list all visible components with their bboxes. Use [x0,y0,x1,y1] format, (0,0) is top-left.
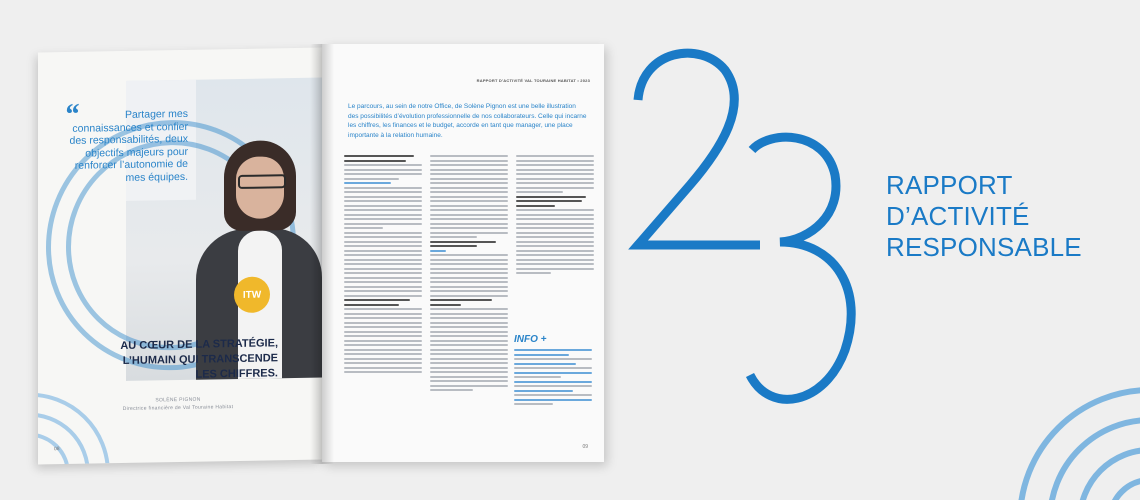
magazine-spread [38,42,606,470]
intro-paragraph: Le parcours, au sein de notre Office, de Solène Pignon est une belle illustration des possibilités d’évolution professionnelle de nos collaborateurs. Celle qui incarne les chiffres, les finances et le budget, accorde en tant que manager, une place importante à la relation humaine. [348,103,587,139]
person-role: Directrice financière de Val Touraine Habitat [122,404,234,413]
magazine-left-page [38,48,322,465]
itw-badge: ITW [234,276,270,313]
quote-mark-icon: “ [64,97,79,132]
report-title-line-3: RESPONSABLE [886,232,1082,262]
text-column-1 [344,154,422,376]
year-23-svg [620,30,880,450]
running-head: RAPPORT D’ACTIVITÉ VAL TOURAINE HABITAT • 2023 [476,78,590,83]
person-caption [78,394,278,413]
heading-line-2: L’HUMAIN QUI TRANSCENDE [122,352,278,367]
text-column-2 [430,154,508,394]
heading-line-1: AU CŒUR DE LA STRATÉGIE, [120,337,278,353]
year-23-graphic [620,30,880,450]
interview-heading [78,336,278,384]
heading-line-3: LES CHIFFRES. [195,367,278,381]
left-page-number: 08 [54,446,60,453]
info-box [514,334,596,454]
person-name: SOLÈNE PIGNON [155,396,201,404]
right-page-number: 09 [582,444,588,450]
info-title: INFO + [514,334,547,345]
magazine-right-page [322,44,604,462]
report-title-line-2: D’ACTIVITÉ [886,201,1030,231]
decorative-arcs [940,320,1140,500]
pull-quote: Partager mes connaissances et confier des responsabilités, deux objectifs majeurs pour renforcer l’autonomie de mes équipes. [69,107,188,184]
report-title [886,170,1126,263]
text-column-3 [516,154,594,277]
report-title-line-1: RAPPORT [886,170,1013,200]
